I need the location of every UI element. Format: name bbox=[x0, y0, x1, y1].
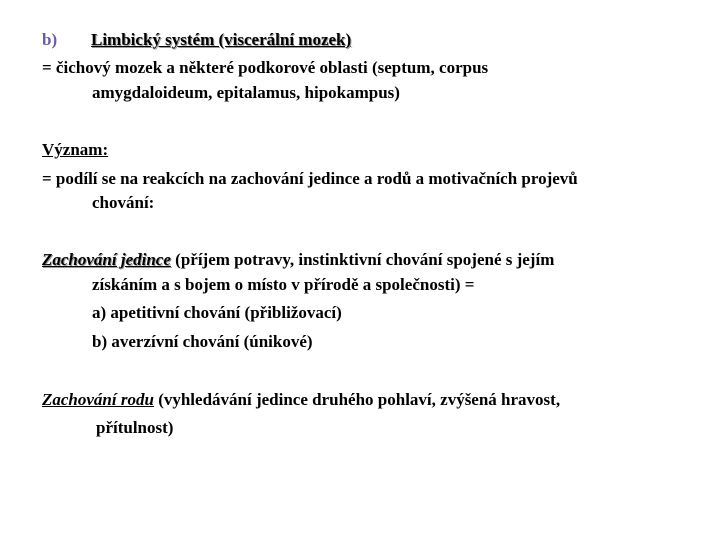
meaning-label: Význam: bbox=[42, 140, 109, 159]
individual-item-b: b) averzívní chování (únikové) bbox=[92, 332, 313, 351]
species-line-1 bbox=[42, 390, 560, 410]
species-term: Zachování rodu bbox=[42, 390, 154, 409]
meaning-line-2: chování: bbox=[92, 193, 155, 212]
species-line-2: přítulnost) bbox=[96, 418, 174, 437]
individual-item-a: a) apetitivní chování (přibližovací) bbox=[92, 303, 342, 322]
definition-line-1: = čichový mozek a některé podkorové oblasti (septum, corpus bbox=[42, 58, 489, 77]
heading-letter: b) bbox=[42, 30, 58, 49]
individual-line-2: získáním a s bojem o místo v přírodě a společnosti) = bbox=[92, 275, 475, 294]
heading-title: Limbický systém (viscerální mozek) bbox=[91, 30, 352, 49]
individual-term: Zachování jedince bbox=[42, 250, 171, 269]
definition-line-2: amygdaloideum, epitalamus, hipokampus) bbox=[92, 83, 400, 102]
heading bbox=[42, 30, 351, 50]
individual-line-1 bbox=[42, 250, 554, 270]
individual-line-1-rest: (příjem potravy, instinktivní chování spojené s jejím bbox=[170, 250, 555, 269]
meaning-line-1: = podílí se na reakcích na zachování jedince a rodů a motivačních projevů bbox=[42, 169, 578, 188]
species-line-1-rest: (vyhledávání jedince druhého pohlaví, zvýšená hravost, bbox=[153, 390, 561, 409]
